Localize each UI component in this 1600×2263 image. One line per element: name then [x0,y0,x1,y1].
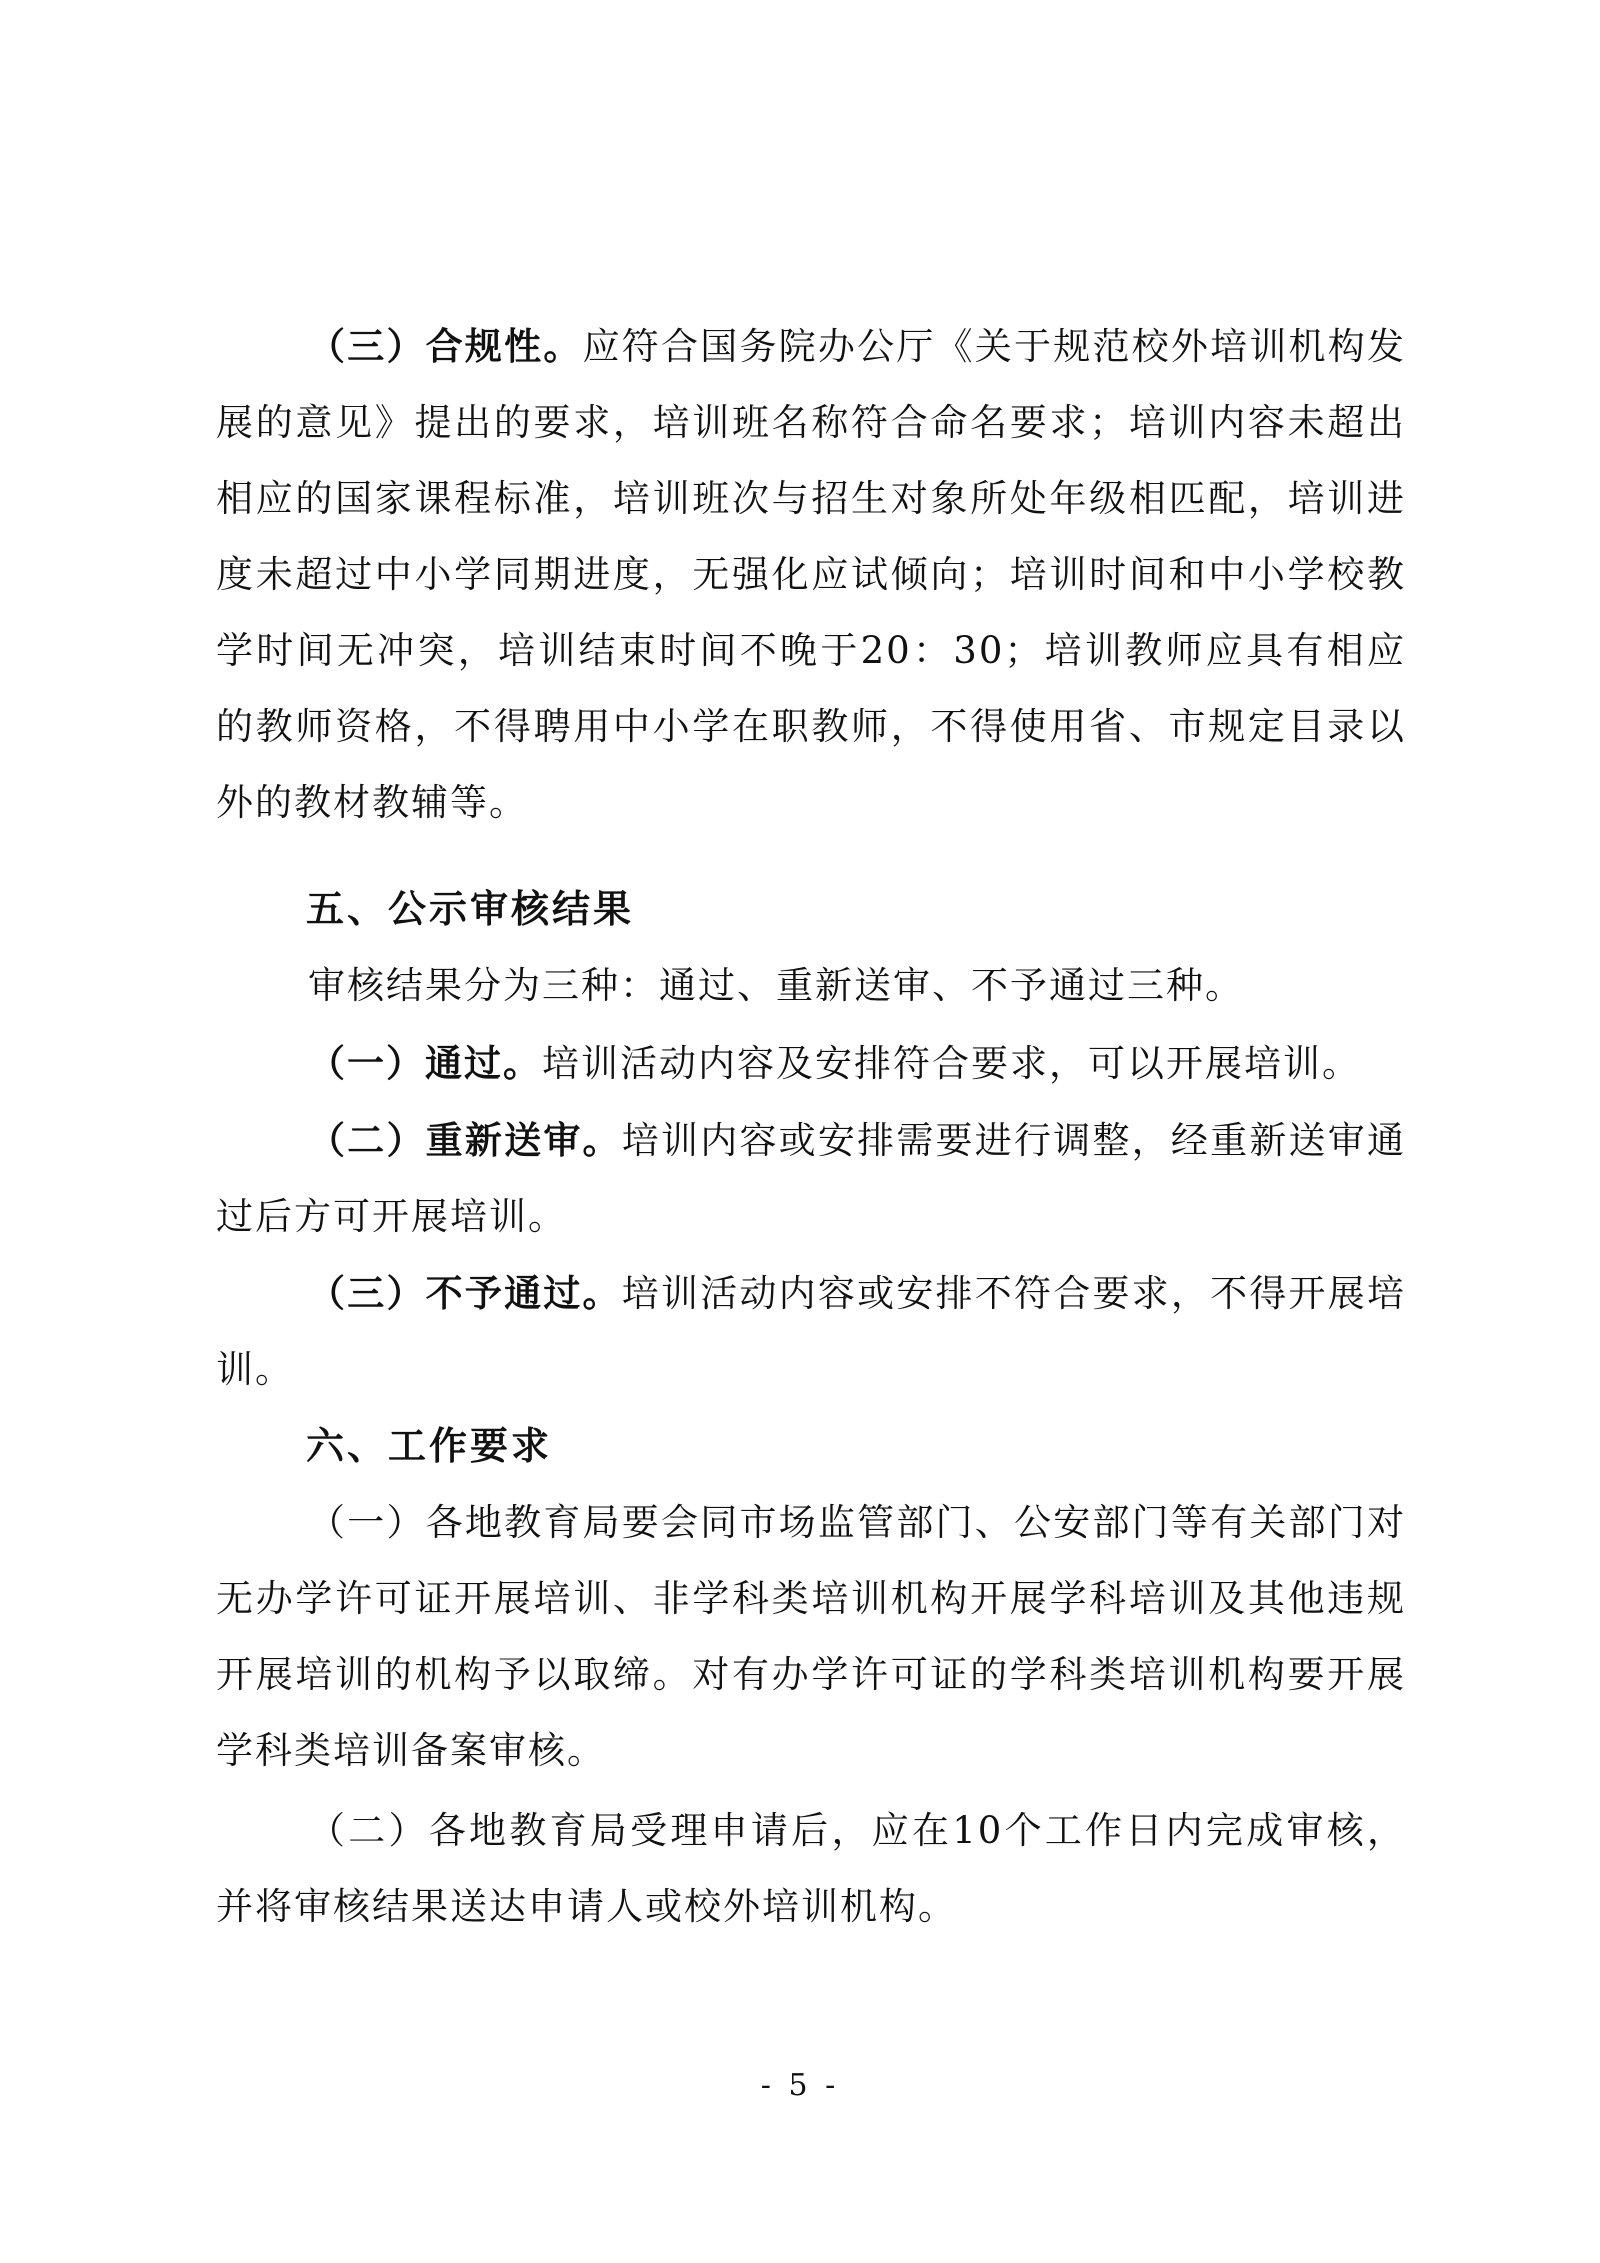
review-result-reject-text: 培训活动内容或安排不符合要求，不得开展培训。 [216,1272,1407,1391]
review-result-resubmit-text: 培训内容或安排需要进行调整，经重新送审通过后方可开展培训。 [216,1119,1407,1238]
section-six-heading: 六、工作要求 [306,1424,553,1468]
review-result-pass-label: （一）通过。 [308,1041,542,1085]
section-five-heading: 五、公示审核结果 [306,887,635,931]
page-number: - 5 - [760,2068,840,2103]
compliance-paragraph [216,308,1406,841]
review-result-pass-text: 培训活动内容及安排符合要求，可以开展培训。 [542,1042,1361,1085]
compliance-text: 应符合国务院办公厅《关于规范校外培训机构发展的意见》提出的要求，培训班名称符合命名要求；培训内容未超出相应的国家课程标准，培训班次与招生对象所处年级相匹配，培训进度未超过中小学同期进度，无强化应试倾向；培训时间和中小学校教学时间无冲突，培训结束时间不晚于20：30；培训教师应具有相应的教师资格，不得聘用中小学在职教师，不得使用省、市规定目录以外的教材教辅等。 [216,325,1407,824]
review-result-resubmit [216,1102,1406,1255]
review-result-pass [216,1025,1406,1102]
work-requirement-2: （二）各地教育局受理申请后，应在10个工作日内完成审核，并将审核结果送达申请人或校外培训机构。 [216,1809,1406,1928]
section-five-intro: 审核结果分为三种：通过、重新送审、不予通过三种。 [308,964,1244,1007]
review-result-reject-label: （三）不予通过。 [308,1271,622,1315]
work-requirement-1: （一）各地教育局要会同市场监管部门、公安部门等有关部门对无办学许可证开展培训、非学科类培训机构开展学科培训及其他违规开展培训的机构予以取缔。对有办学许可证的学科类培训机构要开展学科类培训备案审核。 [216,1501,1406,1772]
compliance-label: （三）合规性。 [308,324,583,368]
review-result-reject [216,1255,1406,1408]
review-result-resubmit-label: （二）重新送审。 [308,1118,622,1162]
